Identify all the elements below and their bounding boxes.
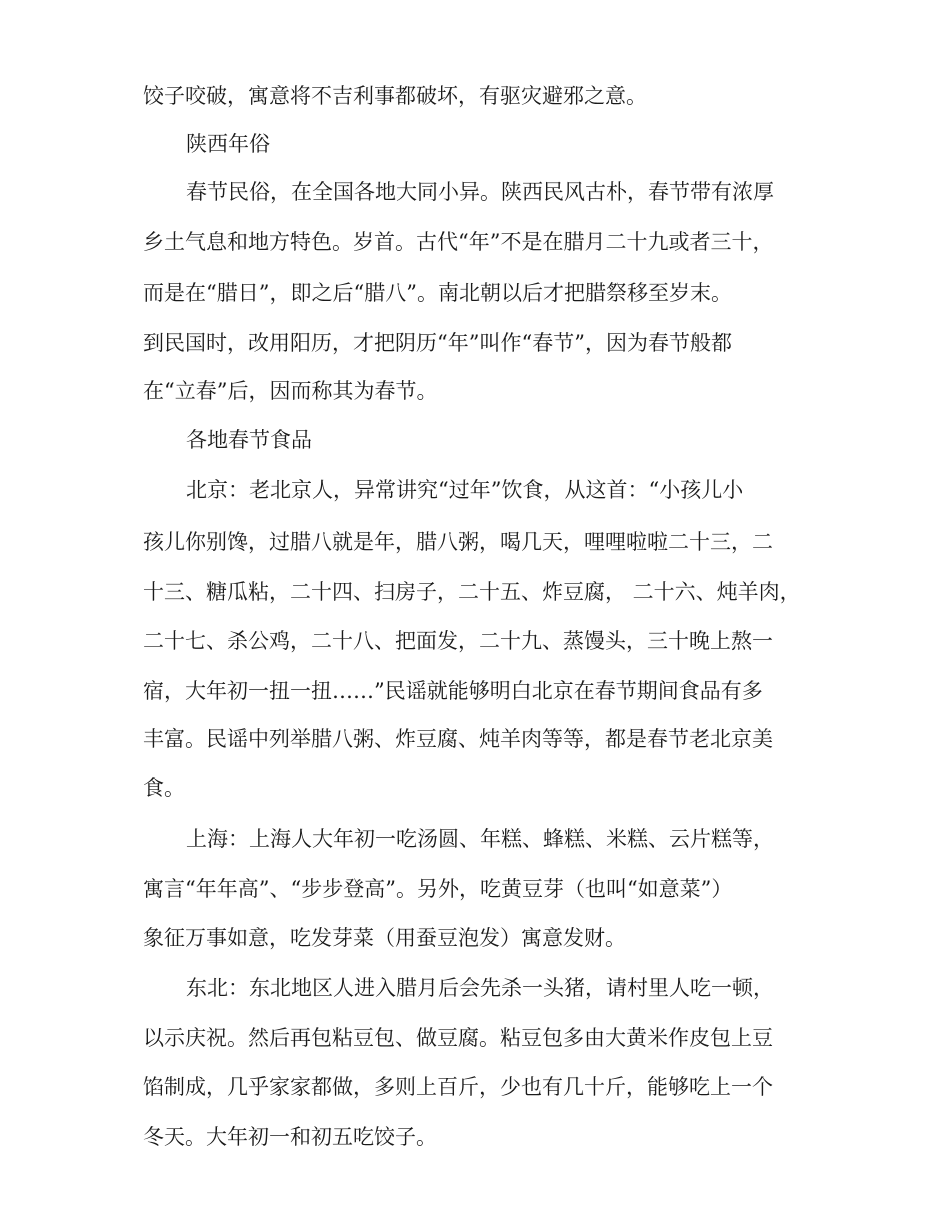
text-line: 上海：上海人大年初一吃汤圆、年糕、蜂糕、米糕、云片糕等， xyxy=(186,827,774,851)
section-heading-foods: 各地春节食品 xyxy=(186,428,312,452)
text-line: 东北：东北地区人进入腊月后会先杀一头猪，请村里人吃一顿， xyxy=(186,976,774,1000)
text-line: 馅制成，几乎家家都做，多则上百斤，少也有几十斤，能够吃上一个 xyxy=(143,1075,773,1099)
text-line: 春节民俗，在全国各地大同小异。陕西民风古朴，春节带有浓厚 xyxy=(186,180,774,204)
text-line: 宿，大年初一扭一扭……”民谣就能够明白北京在春节期间食品有多 xyxy=(143,679,763,703)
text-line: 北京：老北京人，异常讲究“过年”饮食，从这首：“小孩儿小 xyxy=(186,478,744,502)
text-line: 寓言“年年高”、“步步登高”。另外，吃黄豆芽（也叫“如意菜”） xyxy=(143,877,733,901)
text-line: 以示庆祝。然后再包粘豆包、做豆腐。粘豆包多由大黄米作皮包上豆 xyxy=(143,1026,773,1050)
text-line: 乡土气息和地方特色。岁首。古代“年”不是在腊月二十九或者三十， xyxy=(143,230,774,254)
text-line: 冬天。大年初一和初五吃饺子。 xyxy=(143,1125,437,1149)
text-line: 象征万事如意，吃发芽菜（用蚕豆泡发）寓意发财。 xyxy=(143,926,626,950)
text-line: 食。 xyxy=(143,776,185,800)
text-line: 饺子咬破，寓意将不吉利事都破坏，有驱灾避邪之意。 xyxy=(143,84,647,108)
text-line: 而是在“腊日”，即之后“腊八”。南北朝以后才把腊祭移至岁末。 xyxy=(143,281,732,305)
section-heading-shaanxi: 陕西年俗 xyxy=(186,132,270,156)
text-line: 十三、糖瓜粘，二十四、扫房子，二十五、炸豆腐， 二十六、炖羊肉， xyxy=(143,580,801,604)
text-line: 二十七、杀公鸡，二十八、把面发，二十九、蒸馒头，三十晚上熬一 xyxy=(143,629,773,653)
text-line: 在“立春”后，因而称其为春节。 xyxy=(143,379,438,403)
text-line: 到民国时，改用阳历，才把阴历“年”叫作“春节”，因为春节般都 xyxy=(143,331,732,355)
text-line: 孩儿你别馋，过腊八就是年，腊八粥，喝几天，哩哩啦啦二十三，二 xyxy=(143,530,773,554)
text-line: 丰富。民谣中列举腊八粥、炸豆腐、炖羊肉等等，都是春节老北京美 xyxy=(143,727,773,751)
